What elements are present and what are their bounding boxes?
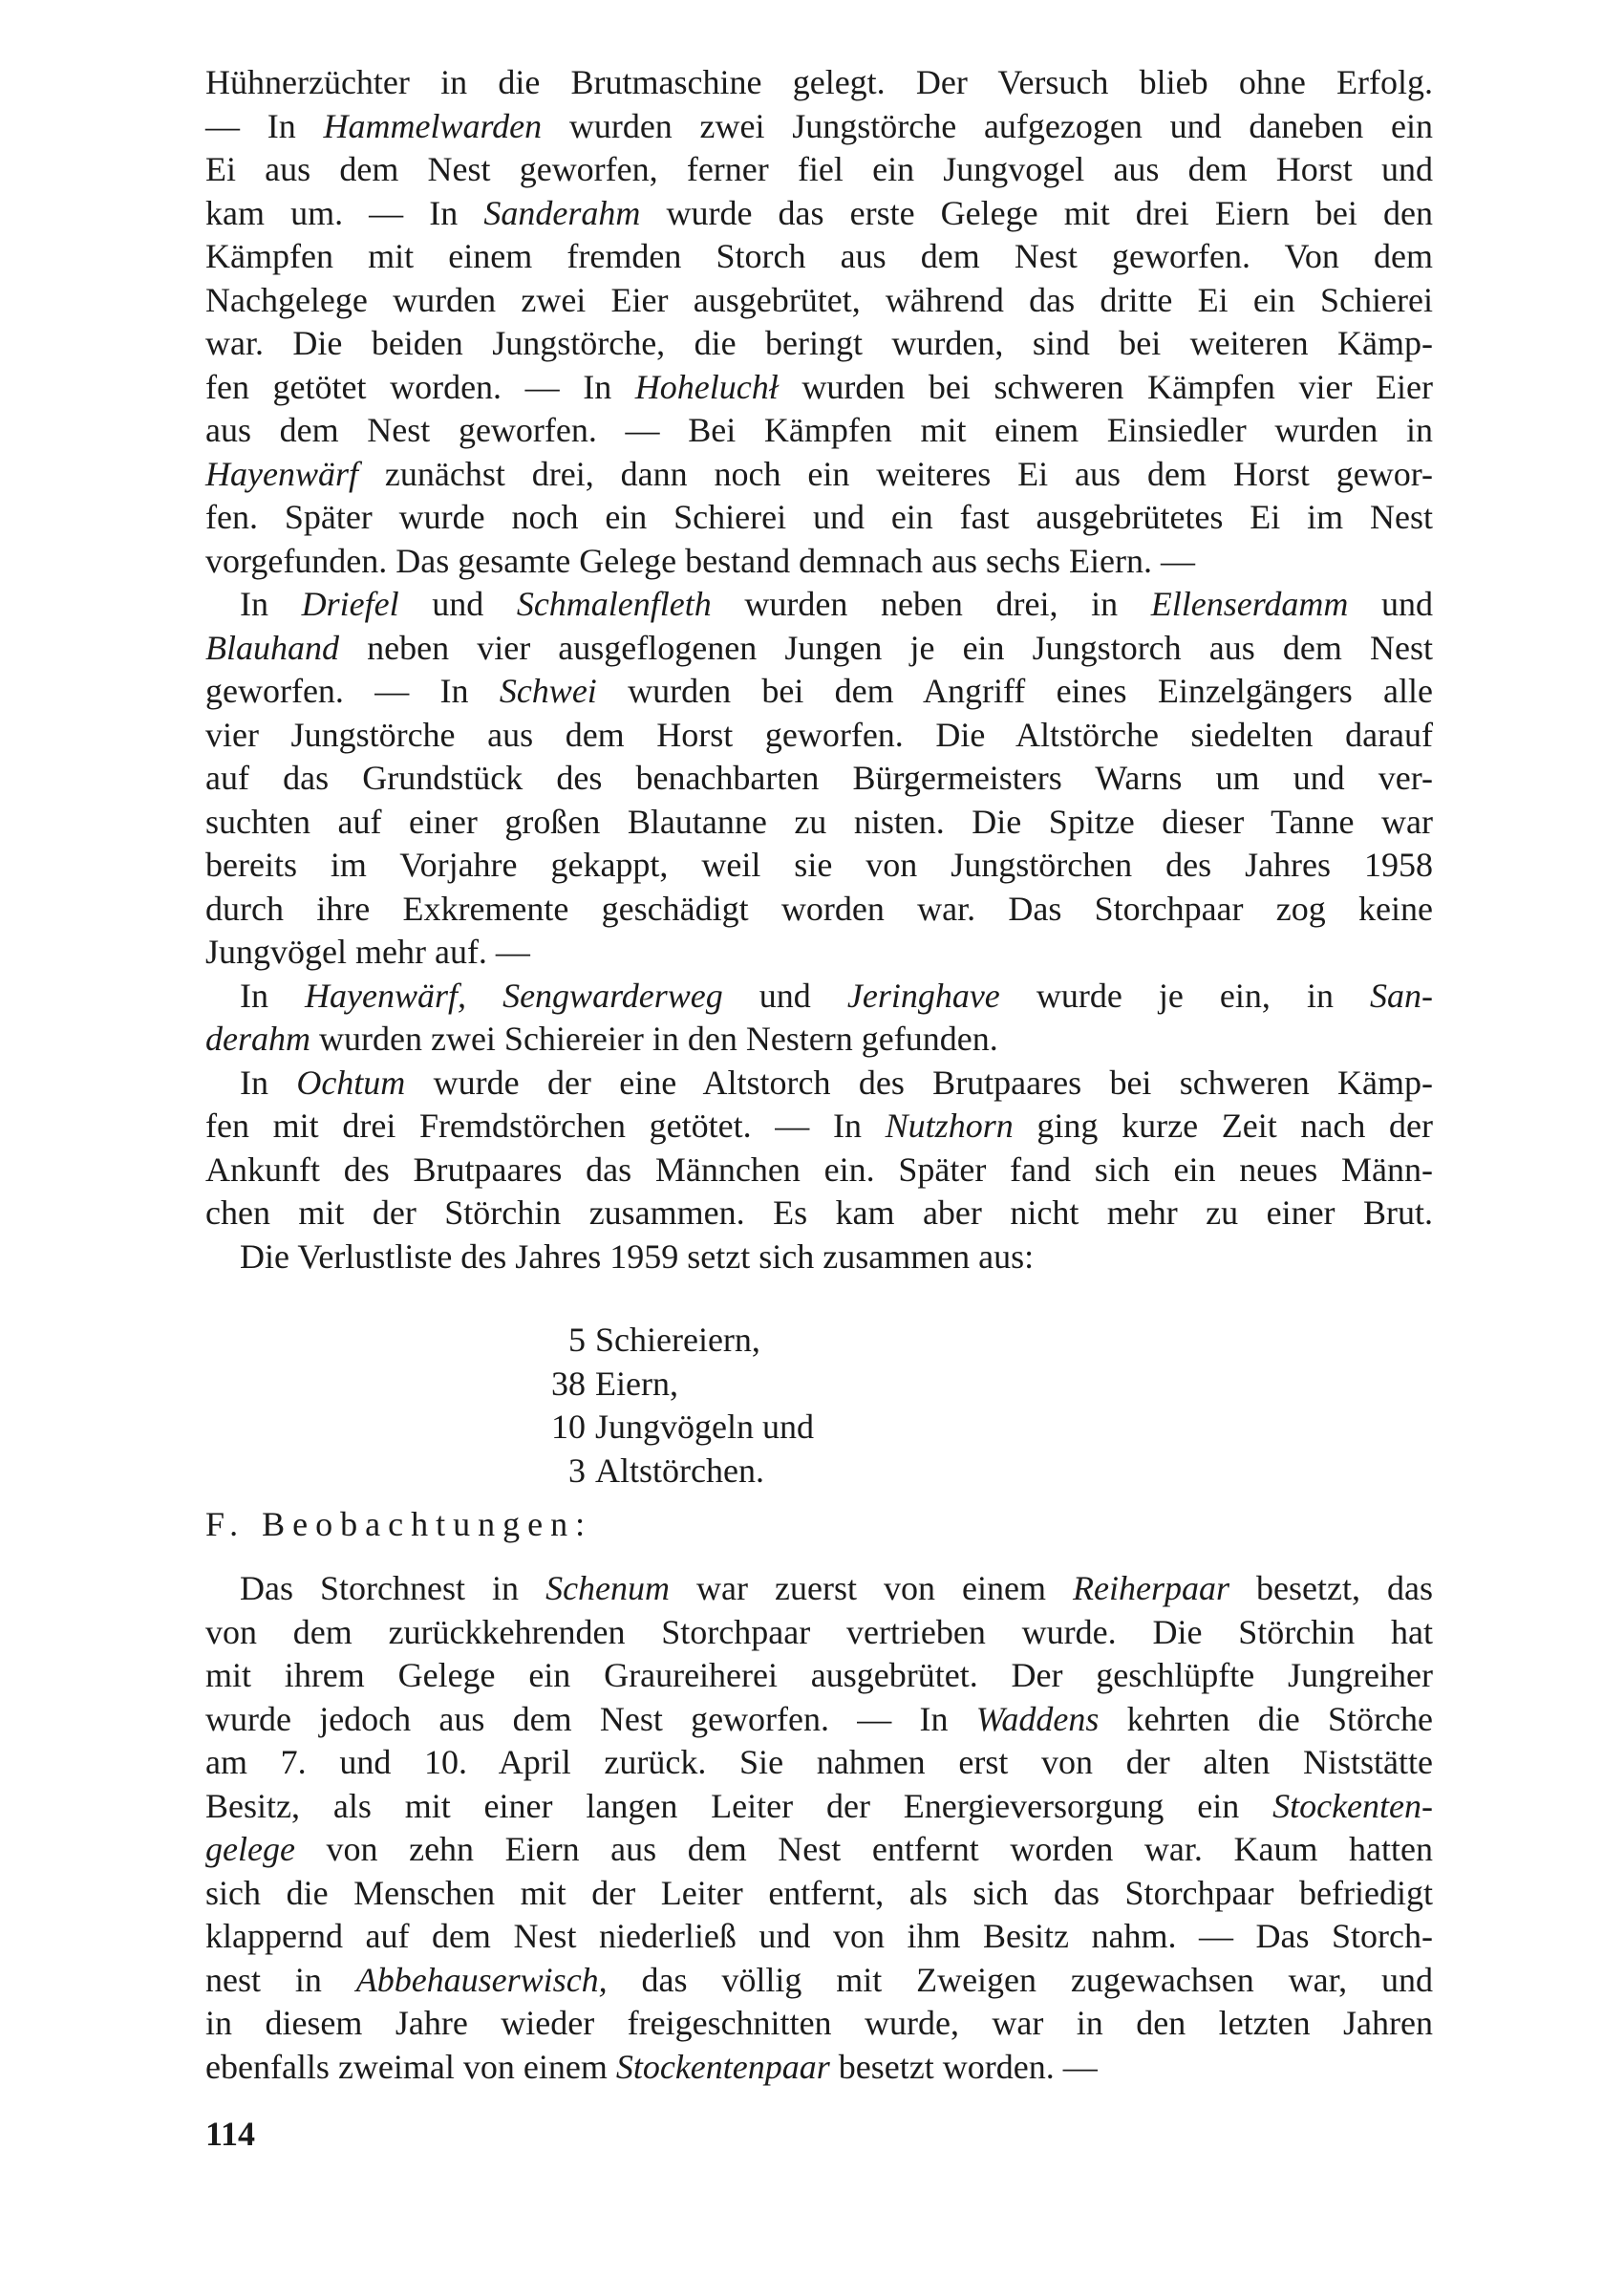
text-segment: und — [398, 585, 517, 623]
text-segment: fen mit drei Fremdstörchen getötet. — In — [205, 1107, 886, 1145]
loss-list-item — [530, 1450, 912, 1494]
text-segment: und — [1348, 585, 1434, 623]
text-line — [205, 888, 1433, 932]
loss-category: Altstörchen. — [595, 1451, 764, 1490]
text-line — [205, 975, 1433, 1019]
text-segment: bereits im Vorjahre gekappt, weil sie von Jungstörchen des Jahres 1958 — [205, 846, 1433, 884]
text-segment: ging kurze Zeit nach der — [1013, 1107, 1434, 1145]
text-segment: von dem zurückkehrenden Storchpaar vertrieben wurde. Die Störchin hat — [205, 1612, 1433, 1651]
italic-place-name: Driefel — [301, 585, 399, 623]
text-segment: chen mit der Störchin zusammen. Es kam aber nicht mehr zu einer Brut. — [205, 1193, 1433, 1232]
text-line — [205, 192, 1433, 236]
text-segment: Nachgelege wurden zwei Eier ausgebrütet, während das dritte Ei ein Schierei — [205, 280, 1433, 319]
text-segment: vorgefunden. Das gesamte Gelege bestand demnach aus sechs Eiern. — — [205, 541, 1195, 580]
text-line — [205, 279, 1433, 323]
text-line — [205, 1698, 1433, 1742]
text-segment: auf das Grundstück des benachbarten Bürgermeisters Warns um und ver- — [205, 759, 1433, 797]
text-line — [205, 1741, 1433, 1785]
italic-place-name: Nutzhorn — [885, 1107, 1014, 1145]
italic-place-name: Hoheluchł — [634, 367, 779, 406]
text-segment: sich die Menschen mit der Leiter entfernt, als sich das Storchpaar befriedigt — [205, 1873, 1433, 1912]
italic-place-name: Stockenten- — [1272, 1786, 1433, 1825]
text-line — [205, 2046, 1433, 2090]
text-segment: wurde der eine Altstorch des Brutpaares bei schweren Kämp- — [405, 1063, 1433, 1102]
loss-category: Jungvögeln und — [595, 1408, 814, 1446]
text-line — [205, 1828, 1433, 1872]
italic-place-name: Stockentenpaar — [615, 2047, 830, 2086]
text-segment: wurde das erste Gelege mit drei Eiern bei den — [640, 193, 1433, 232]
italic-place-name: Hayenwärf, Sengwarderweg — [305, 976, 723, 1015]
text-segment: kehrten die Störche — [1099, 1699, 1433, 1738]
text-segment: wurden neben drei, in — [711, 585, 1151, 623]
body-text-bottom — [205, 1567, 1433, 2089]
text-line — [205, 1236, 1433, 1279]
loss-count: 3 — [568, 1451, 586, 1490]
text-line — [205, 1149, 1433, 1193]
italic-place-name: Ellenserdamm — [1150, 585, 1349, 623]
body-text-top — [205, 61, 1433, 1279]
text-segment: wurden bei schweren Kämpfen vier Eier — [778, 367, 1434, 406]
text-line — [205, 235, 1433, 279]
text-line — [205, 844, 1433, 888]
text-segment: Jungvögel mehr auf. — — [205, 933, 530, 971]
text-segment: von zehn Eiern aus dem Nest entfernt worden war. Kaum hatten — [294, 1830, 1433, 1868]
text-line — [205, 1959, 1433, 2003]
text-line — [205, 409, 1433, 453]
text-segment: besetzt worden. — — [829, 2047, 1098, 2086]
loss-list-item — [530, 1319, 912, 1363]
text-segment: am 7. und 10. April zurück. Sie nahmen erst von der alten Niststätte — [205, 1743, 1433, 1781]
text-segment: wurde jedoch aus dem Nest geworfen. — In — [205, 1699, 976, 1738]
text-segment: wurden bei dem Angriff eines Einzelgängers alle — [596, 672, 1434, 710]
text-segment: klappernd auf dem Nest niederließ und von ihm Besitz nahm. — Das Storch- — [205, 1917, 1433, 1955]
text-line — [205, 931, 1433, 975]
text-segment: war zuerst von einem — [670, 1569, 1074, 1607]
text-segment: suchten auf einer großen Blautanne zu nisten. Die Spitze dieser Tanne war — [205, 802, 1433, 841]
text-segment: und — [722, 976, 847, 1015]
text-line — [205, 1062, 1433, 1106]
text-segment: mit ihrem Gelege ein Graureiherei ausgebrütet. Der geschlüpfte Jungreiher — [205, 1656, 1433, 1694]
loss-count: 10 — [551, 1408, 586, 1446]
text-line — [205, 1915, 1433, 1959]
text-segment: Hühnerzüchter in die Brutmaschine gelegt. Der Versuch blieb ohne Erfolg. — [205, 63, 1433, 101]
text-line — [205, 148, 1433, 192]
text-line — [205, 496, 1433, 540]
text-segment: vier Jungstörche aus dem Horst geworfen. Die Altstörche siedelten darauf — [205, 715, 1433, 754]
text-line — [205, 322, 1433, 366]
text-segment: wurden zwei Schiereier in den Nestern gefunden. — [310, 1020, 998, 1058]
text-segment: fen. Später wurde noch ein Schierei und ein fast ausgebrütetes Ei im Nest — [205, 498, 1433, 536]
text-line — [205, 1192, 1433, 1236]
text-segment: kam um. — In — [205, 193, 484, 232]
italic-place-name: Ochtum — [296, 1063, 406, 1102]
italic-place-name: Hammelwarden — [323, 106, 543, 145]
italic-place-name: Sanderahm — [483, 193, 641, 232]
text-segment: — In — [205, 106, 324, 145]
text-line — [205, 2002, 1433, 2046]
section-heading: F. Beobachtungen: — [205, 1505, 593, 1543]
italic-place-name: Jeringhave — [846, 976, 1000, 1015]
text-line — [205, 801, 1433, 845]
text-line — [205, 1105, 1433, 1149]
text-segment: In — [240, 976, 306, 1015]
italic-place-name: Hayenwärf — [205, 454, 358, 493]
loss-list-item — [530, 1363, 912, 1407]
text-segment: fen getötet worden. — In — [205, 367, 635, 406]
text-segment: Kämpfen mit einem fremden Storch aus dem Nest geworfen. Von dem — [205, 237, 1433, 275]
text-line — [205, 583, 1433, 627]
loss-count: 5 — [568, 1321, 586, 1359]
text-segment: wurden zwei Jungstörche aufgezogen und daneben ein — [542, 106, 1433, 145]
text-line — [205, 670, 1433, 714]
italic-place-name: Waddens — [975, 1699, 1100, 1738]
text-line — [205, 1611, 1433, 1655]
text-segment: Ankunft des Brutpaares das Männchen ein. Später fand sich ein neues Männ- — [205, 1150, 1433, 1189]
text-segment: durch ihre Exkremente geschädigt worden war. Das Storchpaar zog keine — [205, 889, 1433, 928]
text-segment: In — [240, 585, 302, 623]
text-segment: in diesem Jahre wieder freigeschnitten wurde, war in den letzten Jahren — [205, 2004, 1433, 2042]
text-segment: das völlig mit Zweigen zugewachsen war, und — [607, 1960, 1433, 1999]
text-line — [205, 1567, 1433, 1611]
text-line — [205, 1785, 1433, 1829]
loss-category: Schiereiern, — [595, 1321, 760, 1359]
loss-count: 38 — [551, 1364, 586, 1403]
text-segment: aus dem Nest geworfen. — Bei Kämpfen mit einem Einsiedler wurden in — [205, 411, 1433, 449]
italic-place-name: Schenum — [545, 1569, 671, 1607]
text-segment: wurde je ein, in — [999, 976, 1371, 1015]
text-segment: Die Verlustliste des Jahres 1959 setzt sich zusammen aus: — [240, 1236, 1035, 1276]
text-line — [205, 61, 1433, 105]
text-segment: In — [240, 1063, 297, 1102]
loss-category: Eiern, — [595, 1364, 678, 1403]
text-segment: ebenfalls zweimal von einem — [205, 2047, 616, 2086]
loss-list — [530, 1319, 912, 1493]
italic-place-name: derahm — [205, 1020, 310, 1058]
text-line — [205, 453, 1433, 497]
text-segment: geworfen. — In — [205, 672, 500, 710]
italic-place-name: Reiherpaar — [1073, 1569, 1230, 1607]
text-segment: Ei aus dem Nest geworfen, ferner fiel ein Jungvogel aus dem Horst und — [205, 150, 1433, 188]
italic-place-name: Schwei — [499, 672, 597, 710]
text-line — [205, 1654, 1433, 1698]
italic-place-name: Blauhand — [205, 628, 339, 667]
text-segment: zunächst drei, dann noch ein weiteres Ei aus dem Horst gewor- — [357, 454, 1433, 493]
italic-place-name: gelege — [205, 1830, 295, 1868]
text-line — [205, 1018, 1433, 1062]
text-line — [205, 540, 1433, 584]
italic-place-name: San- — [1370, 976, 1434, 1015]
text-segment: nest in — [205, 1960, 356, 1999]
text-segment: neben vier ausgeflogenen Jungen je ein Jungstorch aus dem Nest — [339, 628, 1433, 667]
italic-place-name: Abbehauserwisch, — [355, 1960, 608, 1999]
text-line — [205, 366, 1433, 410]
text-segment: Das Storchnest in — [240, 1569, 546, 1607]
page-number: 114 — [205, 2115, 256, 2153]
text-line — [205, 714, 1433, 758]
text-segment: war. Die beiden Jungstörche, die beringt wurden, sind bei weiteren Kämp- — [205, 324, 1433, 362]
text-line — [205, 105, 1433, 149]
text-line — [205, 1872, 1433, 1916]
loss-list-item — [530, 1406, 912, 1450]
text-line — [205, 627, 1433, 671]
italic-place-name: Schmalenfleth — [516, 585, 712, 623]
text-segment: Besitz, als mit einer langen Leiter der Energieversorgung ein — [205, 1786, 1273, 1825]
text-segment: besetzt, das — [1229, 1569, 1434, 1607]
text-line — [205, 757, 1433, 801]
